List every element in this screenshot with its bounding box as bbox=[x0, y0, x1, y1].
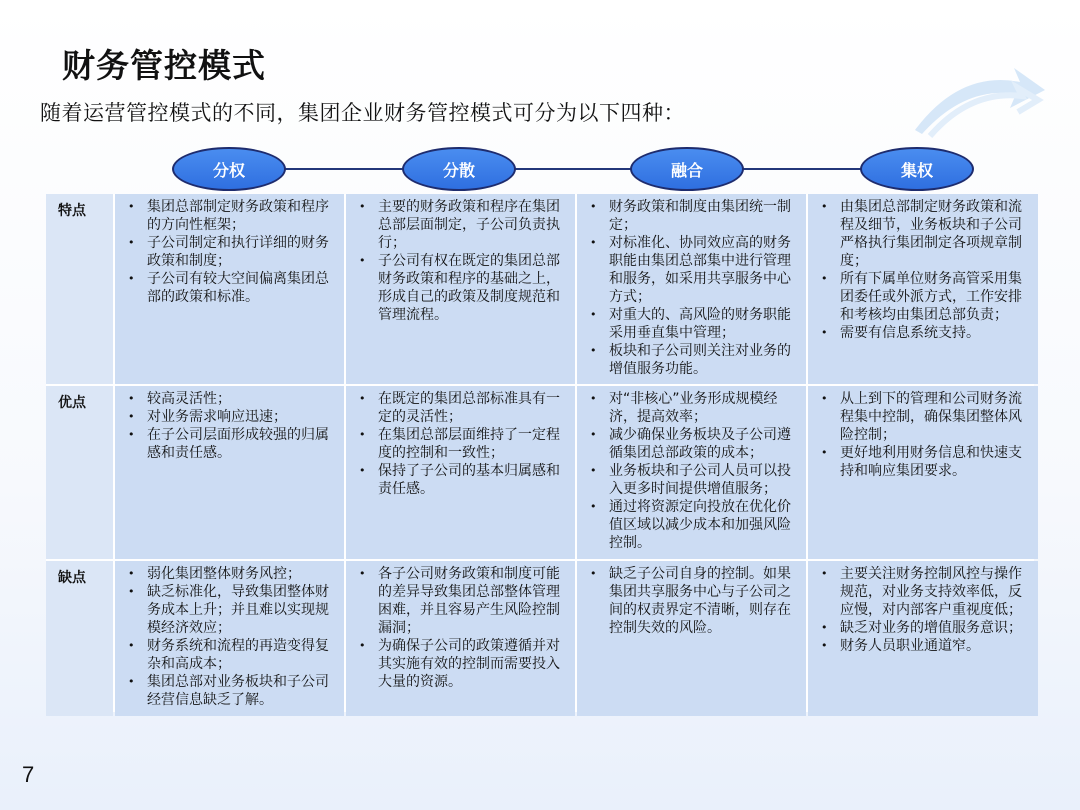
table-cell-disadvantages-centralized bbox=[808, 561, 1038, 716]
bullet-item: • 财务人员职业通道窄。 bbox=[816, 637, 1030, 655]
bullet-item: • 保持了子公司的基本归属感和责任感。 bbox=[354, 462, 567, 498]
mode-pill-decentralized: 分权 bbox=[172, 147, 286, 191]
bullet-item: • 由集团总部制定财务政策和流程及细节，业务板块和子公司严格执行集团制定各项规章制度； bbox=[816, 198, 1030, 270]
table-cell-features-centralized bbox=[808, 194, 1038, 384]
bullet-item: • 弱化集团整体财务风控； bbox=[123, 565, 336, 583]
bullet-item: • 业务板块和子公司人员可以投入更多时间提供增值服务； bbox=[585, 462, 798, 498]
table-cell-features-decentralized bbox=[115, 194, 344, 384]
bullet-list bbox=[585, 565, 798, 637]
bullet-list bbox=[816, 565, 1030, 655]
bullet-item: • 子公司有权在既定的集团总部财务政策和程序的基础之上，形成自己的政策及制度规范和管理流程。 bbox=[354, 252, 567, 324]
table-cell-disadvantages-dispersed bbox=[346, 561, 575, 716]
bullet-item: • 子公司有较大空间偏离集团总部的政策和标准。 bbox=[123, 270, 336, 306]
bullet-list bbox=[123, 198, 336, 306]
bullet-list bbox=[585, 198, 798, 378]
timeline-connector bbox=[250, 168, 930, 170]
bullet-list bbox=[816, 198, 1030, 342]
bullet-item: • 更好地利用财务信息和快速支持和响应集团要求。 bbox=[816, 444, 1030, 480]
bullet-item: • 对业务需求响应迅速； bbox=[123, 408, 336, 426]
mode-timeline bbox=[0, 144, 1080, 194]
table-cell-disadvantages-decentralized bbox=[115, 561, 344, 716]
bullet-item: • 板块和子公司则关注对业务的增值服务功能。 bbox=[585, 342, 798, 378]
bullet-item: • 财务政策和制度由集团统一制定； bbox=[585, 198, 798, 234]
mode-pill-integrated: 融合 bbox=[630, 147, 744, 191]
comparison-table bbox=[46, 194, 1034, 712]
bullet-item: • 从上到下的管理和公司财务流程集中控制，确保集团整体风险控制； bbox=[816, 390, 1030, 444]
bullet-item: • 各子公司财务政策和制度可能的差异导致集团总部整体管理困难，并且容易产生风险控制漏洞； bbox=[354, 565, 567, 637]
mode-pill-dispersed: 分散 bbox=[402, 147, 516, 191]
bullet-item: • 需要有信息系统支持。 bbox=[816, 324, 1030, 342]
table-cell-features-dispersed bbox=[346, 194, 575, 384]
row-label-disadvantages: 缺点 bbox=[46, 561, 113, 716]
bullet-item: • 在子公司层面形成较强的归属感和责任感。 bbox=[123, 426, 336, 462]
bullet-list bbox=[354, 198, 567, 324]
bullet-item: • 集团总部对业务板块和子公司经营信息缺乏了解。 bbox=[123, 673, 336, 709]
bullet-item: • 缺乏子公司自身的控制。如果集团共享服务中心与子公司之间的权责界定不清晰，则存在控制失效的风险。 bbox=[585, 565, 798, 637]
bullet-item: • 主要的财务政策和程序在集团总部层面制定，子公司负责执行； bbox=[354, 198, 567, 252]
bullet-item: • 子公司制定和执行详细的财务政策和制度； bbox=[123, 234, 336, 270]
bullet-list bbox=[585, 390, 798, 552]
bullet-list bbox=[354, 565, 567, 691]
bullet-item: • 集团总部制定财务政策和程序的方向性框架； bbox=[123, 198, 336, 234]
bullet-item: • 缺乏标准化，导致集团整体财务成本上升；并且难以实现规模经济效应； bbox=[123, 583, 336, 637]
bullet-item: • 对标准化、协同效应高的财务职能由集团总部集中进行管理和服务，如采用共享服务中心方式； bbox=[585, 234, 798, 306]
swoosh-arrow-icon bbox=[910, 60, 1050, 140]
table-cell-features-integrated bbox=[577, 194, 806, 384]
page-title: 财务管控模式 bbox=[62, 46, 266, 85]
table-cell-advantages-decentralized bbox=[115, 386, 344, 559]
bullet-item: • 缺乏对业务的增值服务意识； bbox=[816, 619, 1030, 637]
bullet-item: • 所有下属单位财务高管采用集团委任或外派方式，工作安排和考核均由集团总部负责； bbox=[816, 270, 1030, 324]
mode-pill-centralized: 集权 bbox=[860, 147, 974, 191]
bullet-item: • 较高灵活性； bbox=[123, 390, 336, 408]
bullet-item: • 财务系统和流程的再造变得复杂和高成本； bbox=[123, 637, 336, 673]
page-subtitle: 随着运营管控模式的不同，集团企业财务管控模式可分为以下四种： bbox=[40, 101, 685, 125]
bullet-item: • 通过将资源定向投放在优化价值区域以减少成本和加强风险控制。 bbox=[585, 498, 798, 552]
table-cell-advantages-centralized bbox=[808, 386, 1038, 559]
row-label-features: 特点 bbox=[46, 194, 113, 384]
table-cell-advantages-dispersed bbox=[346, 386, 575, 559]
bullet-item: • 减少确保业务板块及子公司遵循集团总部政策的成本； bbox=[585, 426, 798, 462]
bullet-item: • 主要关注财务控制风控与操作规范，对业务支持效率低，反应慢，对内部客户重视度低； bbox=[816, 565, 1030, 619]
bullet-item: • 为确保子公司的政策遵循并对其实施有效的控制而需要投入大量的资源。 bbox=[354, 637, 567, 691]
bullet-list bbox=[354, 390, 567, 498]
bullet-item: • 在集团总部层面维持了一定程度的控制和一致性； bbox=[354, 426, 567, 462]
bullet-item: • 对重大的、高风险的财务职能采用垂直集中管理； bbox=[585, 306, 798, 342]
bullet-item: • 对“非核心”业务形成规模经济，提高效率； bbox=[585, 390, 798, 426]
bullet-list bbox=[816, 390, 1030, 480]
table-cell-advantages-integrated bbox=[577, 386, 806, 559]
bullet-list bbox=[123, 565, 336, 709]
row-label-advantages: 优点 bbox=[46, 386, 113, 559]
table-cell-disadvantages-integrated bbox=[577, 561, 806, 716]
bullet-item: • 在既定的集团总部标准具有一定的灵活性； bbox=[354, 390, 567, 426]
page-number: 7 bbox=[22, 762, 35, 787]
bullet-list bbox=[123, 390, 336, 462]
